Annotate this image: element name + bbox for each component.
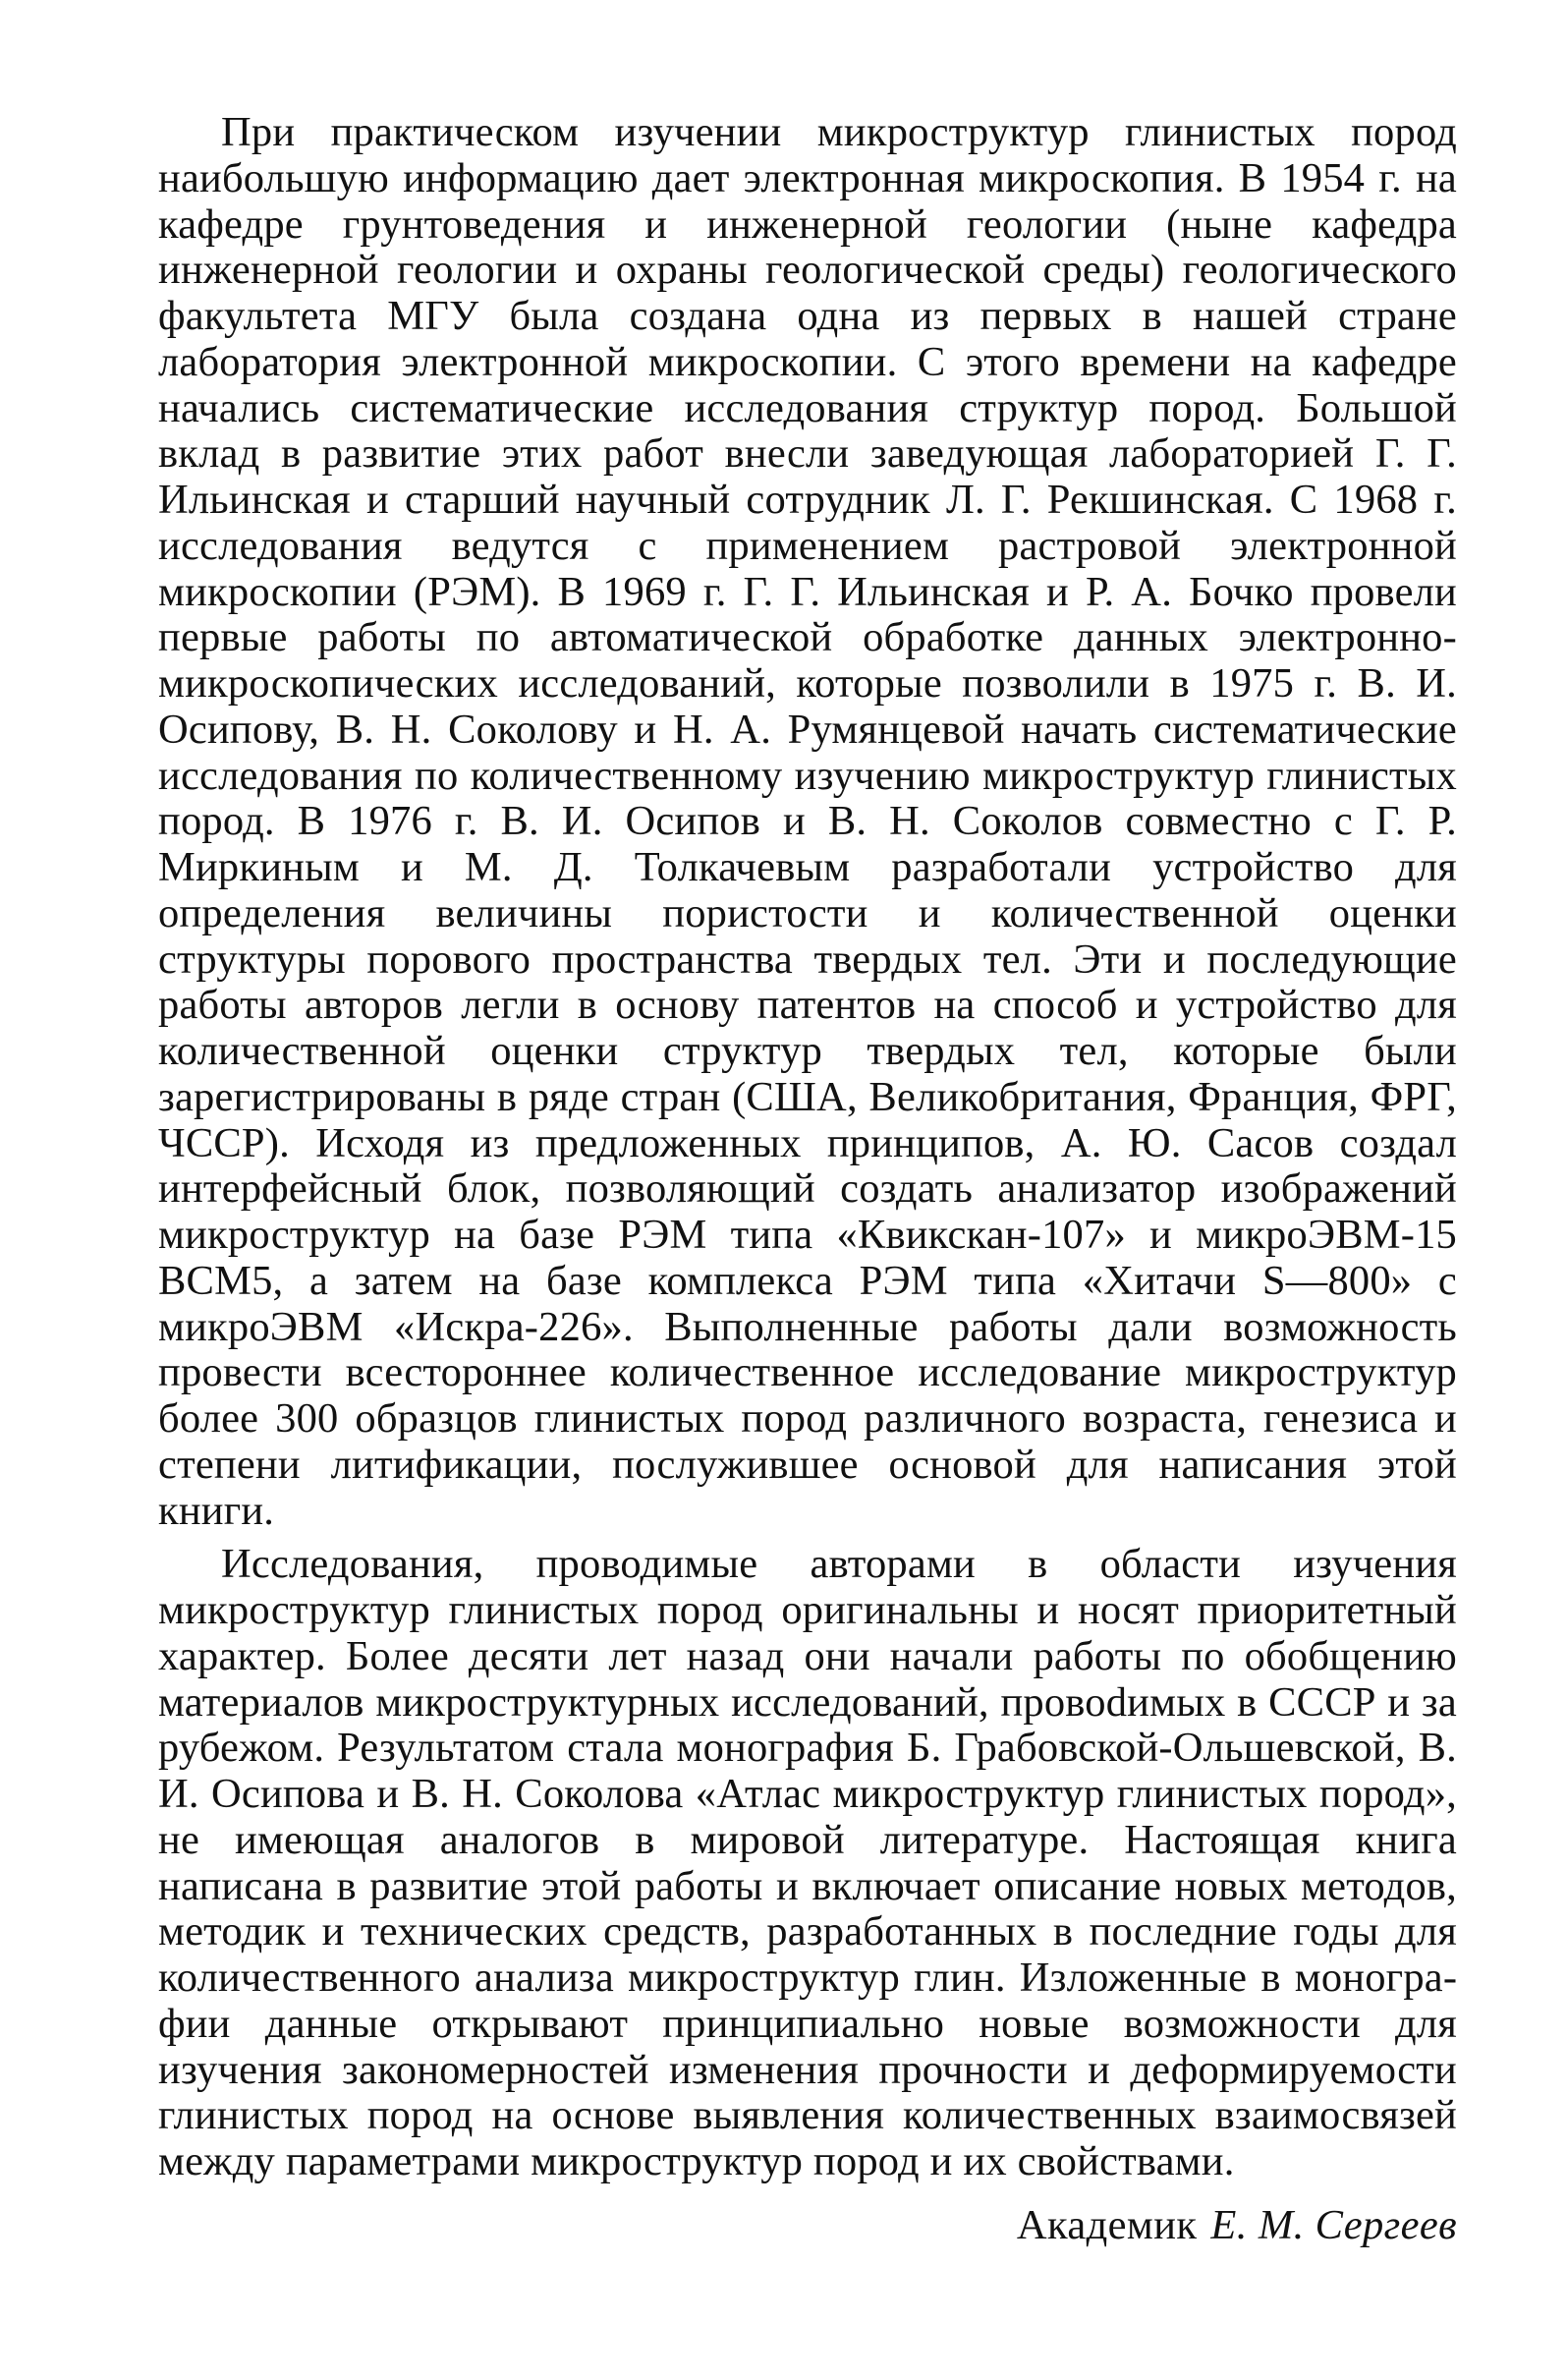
- signature-title: Академик: [1016, 2201, 1198, 2248]
- signature-name: Е. М. Сергеев: [1210, 2201, 1457, 2248]
- signature: [158, 2203, 1457, 2249]
- paragraph-2: Исследования, проводимые авторами в области изучения микроструктур глинистых пород оригинальны и носят приоритетный характер. Более десяти лет назад они начали работы по обобщению материалов микроструктурных исследований, провоdимых в СССР и за рубежом. Результатом стала монография Б. Грабовской-Ольшевской, В. И. Осипова и В. Н. Соколова «Атлас микроструктур глинистых пород», не имеющая аналогов в мировой литературе. Настоящая книга написана в развитие этой работы и включает описание новых методов, методик и технических средств, разработанных в последние годы для количественного анализа микроструктур глин. Изложенные в монографии данные открывают принципиально новые возможности для изучения закономерностей изменения прочности и деформируемости глинистых пород на основе выявления количественных взаимосвязей между параметрами микроструктур пород и их свойствами.: [158, 1541, 1457, 2184]
- paragraph-1: При практическом изучении микроструктур глинистых пород наибольшую информацию дает электронная микроскопия. В 1954 г. на кафедре грунтоведения и инженерной геологии (ныне кафедра инженерной геологии и охраны геологической среды) геологического факультета МГУ была создана одна из первых в нашей стране лаборатория электронной микроскопии. С этого времени на кафедре начались систематические исследования структур пород. Большой вклад в развитие этих работ внесли заведующая лабораторией Г. Г. Ильинская и старший научный сотрудник Л. Г. Рекшинская. С 1968 г. исследования ведутся с применением растровой электронной микроскопии (РЭМ). В 1969 г. Г. Г. Ильинская и Р. А. Бочко провели первые работы по автоматической обработке данных электронно-микроскопических исследований, которые позволили в 1975 г. В. И. Осипову, В. Н. Соколову и Н. А. Румянцевой начать систематические исследования по количественному изучению микроструктур глинистых пород. В 1976 г. В. И. Осипов и В. Н. Соколов совместно с Г. Р. Миркиным и М. Д. Толкачевым разработали устройство для определения величины пористости и количественной оценки структуры порового пространства твердых тел. Эти и последующие работы авторов легли в основу патентов на способ и устройство для количественной оценки структур твердых тел, которые были зарегистрированы в ряде стран (США, Великобритания, Франция, ФРГ, ЧССР). Исходя из предложенных принципов, А. Ю. Сасов создал интерфейсный блок, позволяющий создать анализатор изображений микроструктур на базе РЭМ типа «Квикскан-107» и микроЭВМ-15 ВСМ5, а затем на базе комплекса РЭМ типа «Хитачи S—800» с микроЭВМ «Искра-226». Выполненные работы дали возможность провести всестороннее количественное исследование микроструктур более 300 образцов глинистых пород различного возраста, генезиса и степени литификации, послужившее основой для написания этой книги.: [158, 109, 1457, 1534]
- document-page: [158, 110, 1457, 2249]
